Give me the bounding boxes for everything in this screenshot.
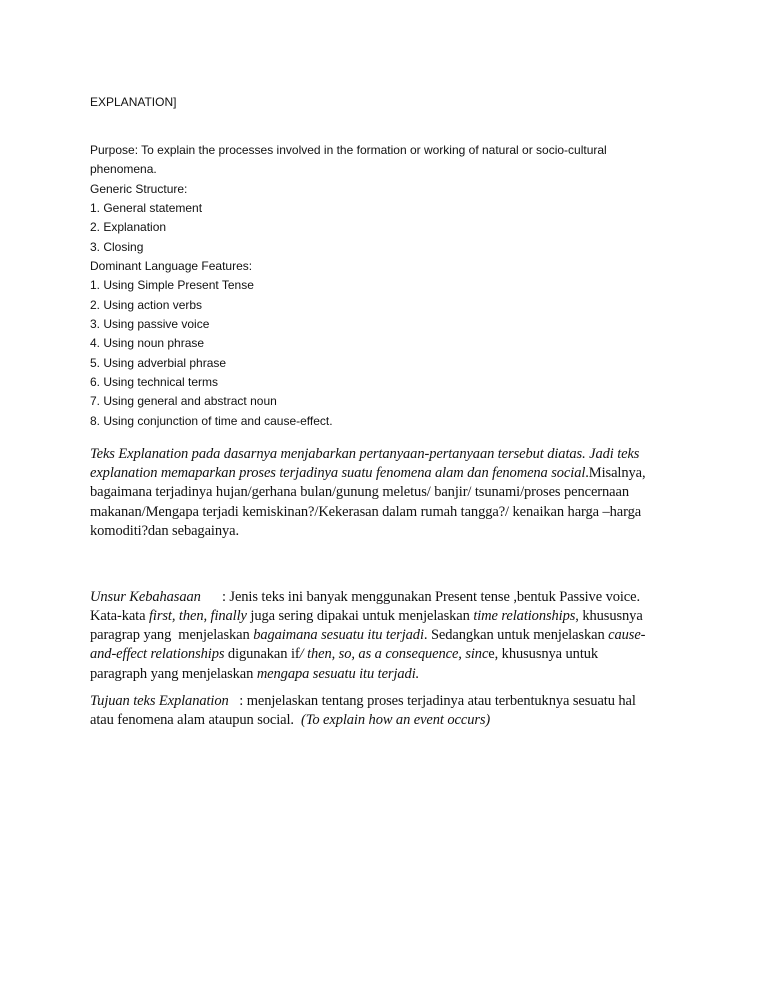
paragraph-1-line xyxy=(90,484,629,501)
text-run: paragraph yang menjelaskan xyxy=(90,666,257,682)
paragraph-2-line xyxy=(90,608,643,625)
italic-text: cause- xyxy=(608,627,646,643)
italic-text: first, then, finally xyxy=(148,608,247,624)
paragraph-1-line xyxy=(90,465,646,482)
structure-line: 7. Using general and abstract noun xyxy=(90,394,277,408)
structure-line: 1. General statement xyxy=(90,201,203,215)
text-run: juga sering dipakai untuk menjelaskan xyxy=(246,608,474,624)
italic-text: Unsur Kebahasaan xyxy=(90,589,201,605)
text-run: bagaimana terjadinya hujan/gerhana bulan/gunung meletus/ banjir/ tsunami/proses pencernaan xyxy=(90,484,629,500)
text-run: makanan/Mengapa terjadi kemiskinan?/Kekerasan dalam rumah tangga?/ kenaikan harga –harga xyxy=(90,504,642,520)
text-run: Kata-kata xyxy=(90,608,149,624)
text-run: paragrap yang menjelaskan xyxy=(90,627,254,643)
structure-line: 2. Explanation xyxy=(90,220,167,234)
document-heading: EXPLANATION] xyxy=(90,95,177,109)
paragraph-3-line xyxy=(90,712,490,729)
italic-text: Tujuan teks Explanation xyxy=(90,693,229,709)
paragraph-3-line xyxy=(90,693,636,710)
structure-line: 8. Using conjunction of time and cause-effect. xyxy=(90,414,333,428)
paragraph-1-line xyxy=(90,504,641,521)
structure-line: 5. Using adverbial phrase xyxy=(90,356,227,370)
purpose-line: Purpose: To explain the processes involved in the formation or working of natural or socio-cultural xyxy=(90,143,607,157)
italic-text: Teks Explanation pada dasarnya menjabarkan pertanyaan-pertanyaan tersebut diatas. Jadi teks xyxy=(90,446,640,462)
text-run: komoditi?dan sebagainya. xyxy=(90,523,240,539)
structure-line: 3. Using passive voice xyxy=(90,317,210,331)
paragraph-2-line xyxy=(90,666,419,683)
text-run: : menjelaskan tentang proses terjadinya atau terbentuknya sesuatu hal xyxy=(228,693,636,709)
italic-text: explanation memaparkan proses terjadinya suatu fenomena alam dan fenomena social xyxy=(90,465,586,481)
structure-line: Dominant Language Features: xyxy=(90,259,253,273)
structure-line: 3. Closing xyxy=(90,240,144,254)
italic-text: time relationships xyxy=(473,608,576,624)
text-run: digunakan if xyxy=(224,646,300,662)
italic-text: and-effect relationships xyxy=(90,646,225,662)
structure-line: Generic Structure: xyxy=(90,182,188,196)
structure-line: 4. Using noun phrase xyxy=(90,336,205,350)
text-run: atau fenomena alam ataupun social. xyxy=(90,712,301,728)
paragraph-1-line xyxy=(90,523,239,540)
structure-line: 6. Using technical terms xyxy=(90,375,219,389)
paragraph-1-line xyxy=(90,446,639,463)
paragraph-2-line xyxy=(90,646,598,663)
text-run: , khususnya xyxy=(575,608,643,624)
text-run: : Jenis teks ini banyak menggunakan Present tense ,bentuk Passive voice. xyxy=(200,589,640,605)
italic-text: bagaimana sesuatu itu terjadi xyxy=(253,627,424,643)
text-run: e, khususnya untuk xyxy=(488,646,599,662)
text-run: .Misalnya, xyxy=(585,465,646,481)
paragraph-2-line xyxy=(90,589,640,606)
italic-text: / then, so, as a consequence, sinc xyxy=(299,646,489,662)
italic-text: (To explain how an event occurs) xyxy=(301,712,491,728)
paragraph-2-line xyxy=(90,627,645,644)
purpose-line: phenomena. xyxy=(90,162,157,176)
structure-line: 2. Using action verbs xyxy=(90,298,203,312)
italic-text: mengapa sesuatu itu terjadi. xyxy=(256,666,420,682)
structure-line: 1. Using Simple Present Tense xyxy=(90,278,254,292)
text-run: . Sedangkan untuk menjelaskan xyxy=(423,627,609,643)
